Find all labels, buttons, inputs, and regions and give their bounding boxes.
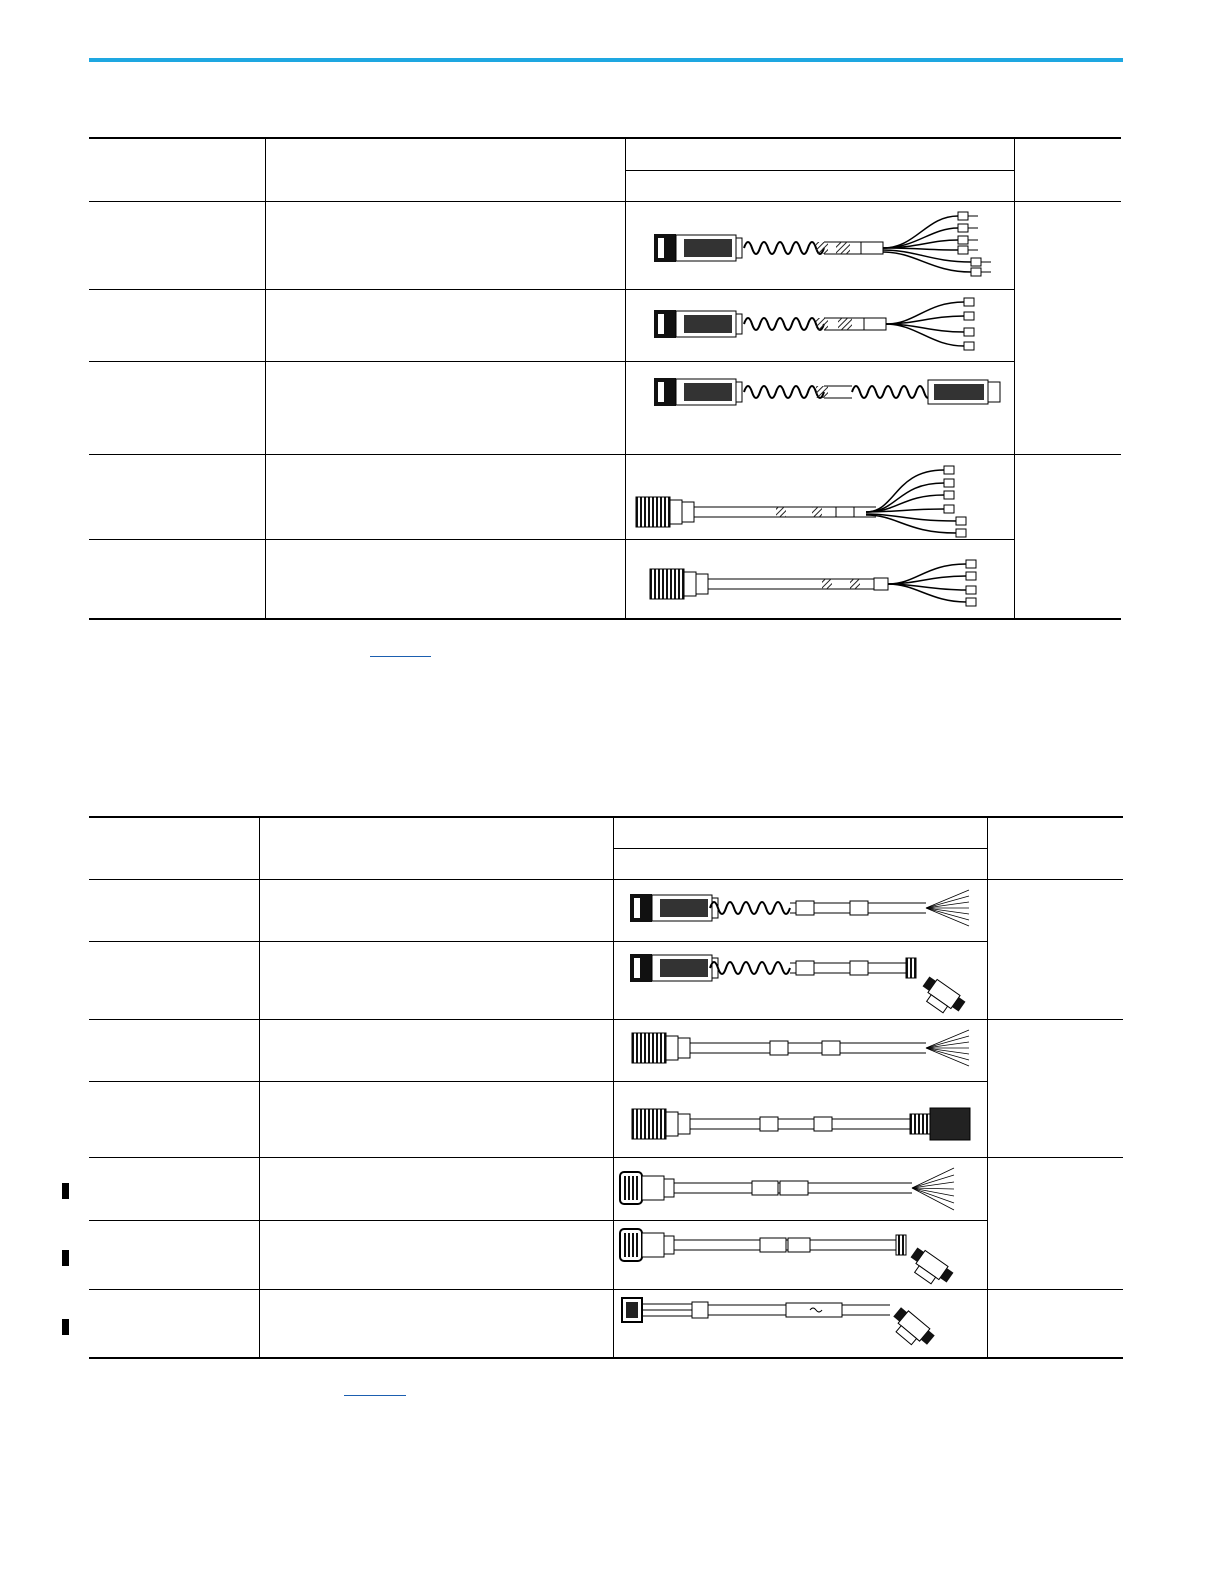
feedback-cable-bayonet-flying-leads-illustration (614, 1158, 988, 1220)
header-compatibility (1014, 138, 1121, 201)
cable-illustration (613, 941, 987, 1019)
row-description (265, 289, 625, 361)
table1-footnote-link[interactable] (370, 656, 431, 657)
power-cable-threaded-illustration (626, 540, 1015, 618)
table-row (89, 1289, 1123, 1358)
row-catalog (89, 1289, 259, 1358)
row-group (987, 879, 1123, 1019)
header-cable-bottom (625, 170, 1014, 201)
cable-illustration (625, 361, 1014, 454)
table-row (89, 1157, 1123, 1220)
feedback-cable-threaded-flying-leads-illustration (614, 1020, 988, 1081)
row-catalog (89, 1019, 259, 1081)
cable-illustration (625, 201, 1014, 289)
cable-illustration (625, 289, 1014, 361)
row-description (259, 1081, 613, 1157)
cable-illustration (613, 1220, 987, 1289)
change-bar (62, 1250, 69, 1266)
header-cable-top (625, 138, 1014, 170)
header-catalog (89, 138, 265, 201)
row-group (1014, 201, 1121, 454)
header-description (259, 817, 613, 879)
power-cable-threaded-brake-illustration (626, 455, 1015, 539)
row-group (987, 1019, 1123, 1157)
row-description (265, 201, 625, 289)
cable-illustration (613, 1289, 987, 1358)
cable-illustration (613, 1157, 987, 1220)
table-row (89, 201, 1121, 289)
table-row (89, 361, 1121, 454)
cable-illustration (625, 454, 1014, 539)
table-row (89, 1081, 1123, 1157)
row-group (987, 1289, 1123, 1358)
row-description (265, 454, 625, 539)
header-cable-top (613, 817, 987, 848)
cable-illustration (613, 1081, 987, 1157)
feedback-cable-table (89, 816, 1123, 1359)
header-catalog (89, 817, 259, 879)
row-catalog (89, 289, 265, 361)
cable-illustration (613, 1019, 987, 1081)
row-catalog (89, 201, 265, 289)
row-group (1014, 454, 1121, 619)
row-description (259, 1019, 613, 1081)
top-accent-rule (89, 58, 1123, 62)
table-row (89, 941, 1123, 1019)
row-description (259, 941, 613, 1019)
feedback-extension-cable-threaded-illustration (614, 1082, 988, 1157)
row-catalog (89, 879, 259, 941)
power-cable-brake-illustration (626, 202, 1015, 289)
table-row (89, 1019, 1123, 1081)
row-catalog (89, 1157, 259, 1220)
row-catalog (89, 539, 265, 619)
row-description (259, 879, 613, 941)
power-cable-illustration (626, 290, 1015, 361)
cable-illustration (625, 539, 1014, 619)
row-catalog (89, 361, 265, 454)
table-row (89, 879, 1123, 941)
row-group (987, 1157, 1123, 1289)
row-description (265, 361, 625, 454)
power-extension-cable-illustration (626, 362, 1015, 454)
table2-footnote-link[interactable] (344, 1395, 406, 1396)
table-row (89, 454, 1121, 539)
header-description (265, 138, 625, 201)
cable-illustration (613, 879, 987, 941)
feedback-cable-speedtec-dsub-illustration (614, 942, 988, 1019)
feedback-cable-molex-dsub-illustration (614, 1290, 988, 1357)
table-row (89, 1220, 1123, 1289)
header-cable-bottom (613, 848, 987, 879)
feedback-cable-bayonet-dsub-illustration (614, 1221, 988, 1289)
power-cable-table (89, 137, 1121, 620)
row-description (265, 539, 625, 619)
table-row (89, 539, 1121, 619)
change-bar (62, 1183, 69, 1199)
row-description (259, 1220, 613, 1289)
row-catalog (89, 454, 265, 539)
row-description (259, 1289, 613, 1358)
feedback-cable-speedtec-flying-leads-illustration (614, 880, 988, 941)
change-bar (62, 1319, 69, 1335)
row-catalog (89, 941, 259, 1019)
header-compatibility (987, 817, 1123, 879)
row-catalog (89, 1220, 259, 1289)
row-description (259, 1157, 613, 1220)
row-catalog (89, 1081, 259, 1157)
table-row (89, 289, 1121, 361)
